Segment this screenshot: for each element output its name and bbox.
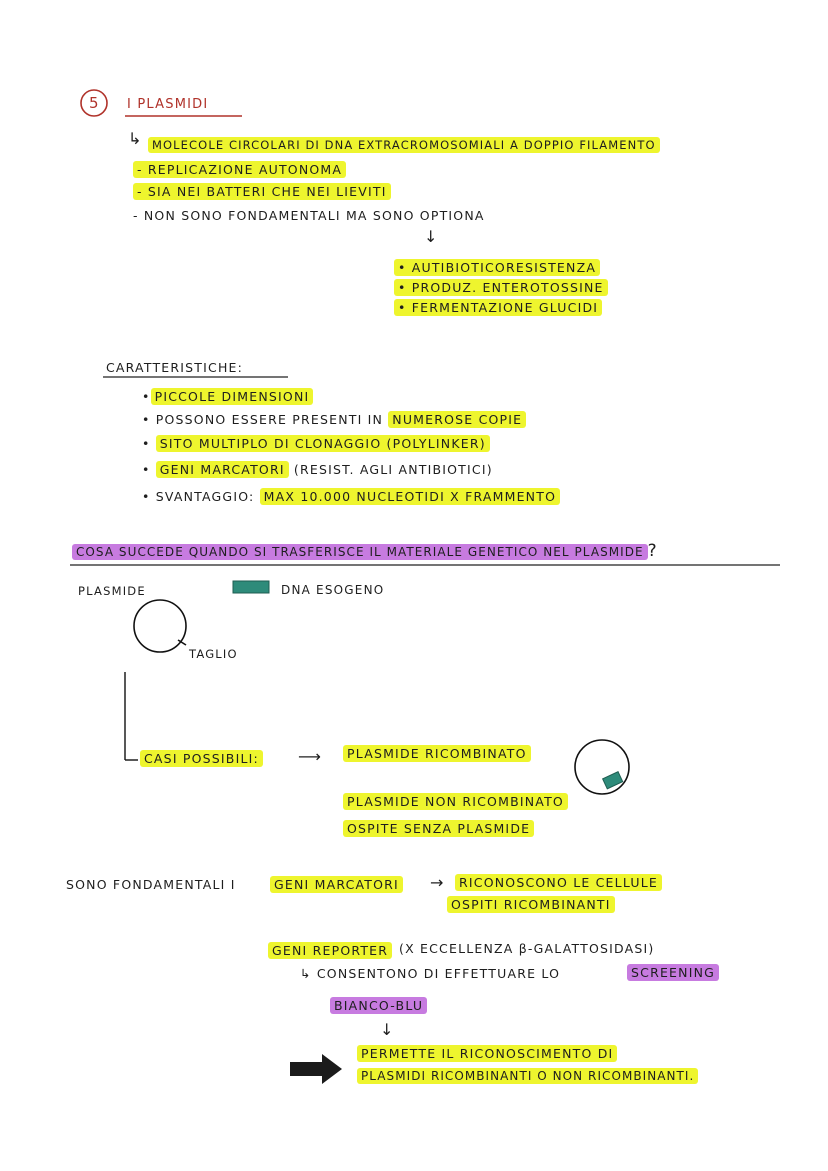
feature-1: • PICCOLE DIMENSIONI (142, 388, 313, 406)
markers-arrow-icon: → (430, 873, 445, 892)
markers-recognize-1: RICONOSCONO LE CELLULE (455, 874, 662, 892)
outcome-1: PLASMIDE RICOMBINATO (343, 745, 531, 763)
markers-recognize-2: OSPITI RICOMBINANTI (447, 896, 615, 914)
plasmid-circle (134, 600, 186, 652)
option-3: • FERMENTAZIONE GLUCIDI (394, 299, 602, 317)
corner-arrow-icon: ↳ (128, 129, 143, 148)
cut-label: TAGLIO (189, 647, 238, 661)
outcome-3: OSPITE SENZA PLASMIDE (343, 820, 534, 838)
plasmid-label: PLASMIDE (78, 584, 146, 598)
feature-3: • SITO MULTIPLO DI CLONAGGIO (POLYLINKER) (142, 435, 490, 453)
down-arrow-icon: ↓ (424, 227, 439, 246)
question-line: COSA SUCCEDE QUANDO SI TRASFERISCE IL MATERIALE GENETICO NEL PLASMIDE ? (72, 542, 658, 561)
bluwhite-label: BIANCO-BLU (330, 997, 427, 1015)
dna-exogenous-swatch (233, 581, 269, 593)
big-arrow-icon (290, 1054, 342, 1084)
reporter-genes: GENI REPORTER (268, 942, 392, 960)
option-1: • AUTIBIOTICORESISTENZA (394, 259, 600, 277)
cases-arrow-icon: ⟶ (298, 747, 323, 766)
cases-label: CASI POSSIBILI: (140, 750, 263, 768)
allow-text: ↳ CONSENTONO DI EFFETTUARE LO (300, 966, 561, 981)
definition-line-4: - NON SONO FONDAMENTALI MA SONO OPTIONA (133, 208, 485, 223)
dna-label: DNA ESOGENO (281, 583, 385, 597)
section-title: I PLASMIDI (127, 97, 209, 112)
section-number: 5 (89, 94, 100, 112)
down-arrow-2-icon: ↓ (380, 1020, 395, 1039)
feature-2: • POSSONO ESSERE PRESENTI IN NUMEROSE COPIE (142, 411, 526, 429)
definition-line-3: - SIA NEI BATTERI CHE NEI LIEVITI (133, 183, 391, 201)
result-line-2: PLASMIDI RICOMBINANTI O NON RICOMBINANTI. (357, 1067, 698, 1085)
outcome-2: PLASMIDE NON RICOMBINATO (343, 793, 568, 811)
recombinant-plasmid-circle (575, 740, 629, 794)
feature-4: • GENI MARCATORI (RESIST. AGLI ANTIBIOTICI) (142, 462, 493, 477)
option-2: • PRODUZ. ENTEROTOSSINE (394, 279, 608, 297)
dna-insert (603, 772, 623, 789)
feature-5: • SVANTAGGIO: MAX 10.000 NUCLEOTIDI X FRAMMENTO (142, 488, 560, 506)
features-heading: CARATTERISTICHE: (106, 360, 244, 375)
markers-genes: GENI MARCATORI (270, 876, 403, 894)
markers-lead: SONO FONDAMENTALI I (66, 877, 236, 892)
result-line-1: PERMETTE IL RICONOSCIMENTO DI (357, 1045, 617, 1063)
definition-line-1: MOLECOLE CIRCOLARI DI DNA EXTRACROMOSOMIALI A DOPPIO FILAMENTO (148, 136, 660, 154)
screening-label: SCREENING (627, 964, 719, 982)
reporter-note: (X ECCELLENZA β-GALATTOSIDASI) (399, 941, 655, 956)
definition-line-2: - REPLICAZIONE AUTONOMA (133, 161, 346, 179)
